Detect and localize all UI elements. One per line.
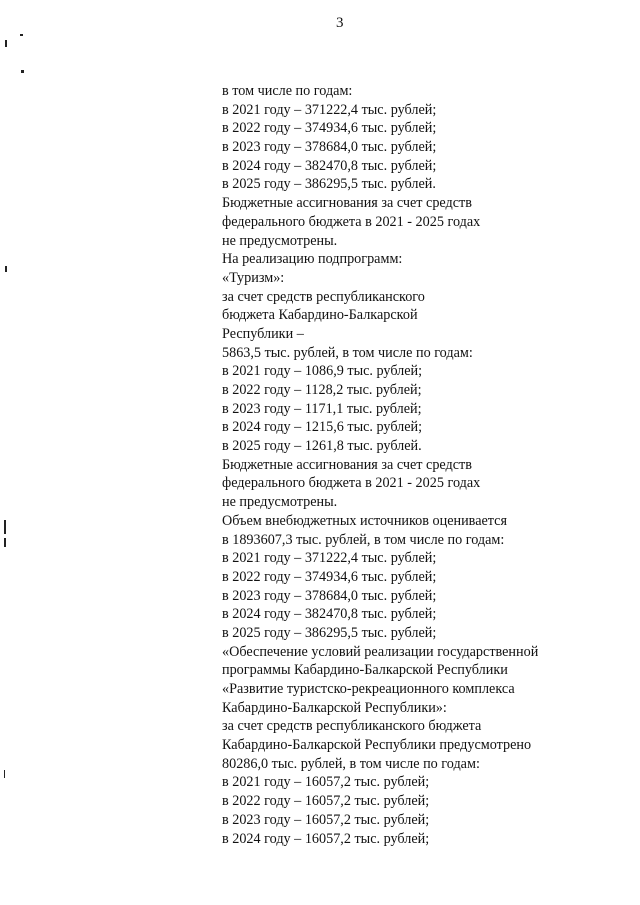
- text-line: в 2022 году – 1128,2 тыс. рублей;: [222, 382, 422, 398]
- text-line: в 2023 году – 16057,2 тыс. рублей;: [222, 811, 430, 828]
- text-line: в 2021 году – 371222,4 тыс. рублей;: [222, 101, 437, 118]
- text-line: Кабардино-Балкарской Республики предусмотрено: [222, 737, 532, 754]
- text-line: не предусмотрены.: [222, 232, 338, 249]
- text-line: в 2025 году – 386295,5 тыс. рублей;: [222, 624, 437, 641]
- text-line: «Обеспечение условий реализации государственной: [222, 643, 539, 660]
- text-line: в 2023 году – 378684,0 тыс. рублей;: [222, 139, 437, 156]
- text-line: в 2024 году – 382470,8 тыс. рублей;: [222, 606, 437, 623]
- text-line: в 2022 году – 374934,6 тыс. рублей;: [222, 568, 437, 585]
- scan-mark: [4, 538, 6, 547]
- text-line: Кабардино-Балкарской Республики»:: [222, 699, 447, 716]
- document-body: [222, 82, 632, 848]
- text-line: в том числе по годам:: [222, 83, 353, 99]
- text-line: в 2023 году – 1171,1 тыс. рублей;: [222, 400, 422, 417]
- text-line: за счет средств республиканского бюджета: [222, 718, 482, 735]
- text-line: в 2021 году – 16057,2 тыс. рублей;: [222, 774, 430, 791]
- text-line: Бюджетные ассигнования за счет средств: [222, 456, 472, 473]
- text-line: На реализацию подпрограмм:: [222, 251, 403, 268]
- text-line: 5863,5 тыс. рублей, в том числе по годам:: [222, 344, 473, 361]
- scan-mark: [5, 40, 7, 47]
- text-line: в 2024 году – 382470,8 тыс. рублей;: [222, 157, 437, 174]
- scan-mark: [20, 34, 23, 36]
- text-line: не предусмотрены.: [222, 494, 338, 511]
- text-line: «Туризм»:: [222, 269, 285, 286]
- text-line: в 2025 году – 386295,5 тыс. рублей.: [222, 176, 436, 193]
- scan-mark: [4, 520, 6, 534]
- text-line: в 2025 году – 1261,8 тыс. рублей.: [222, 438, 422, 455]
- text-line: в 2022 году – 16057,2 тыс. рублей;: [222, 793, 430, 810]
- text-line: в 2022 году – 374934,6 тыс. рублей;: [222, 120, 437, 137]
- scan-mark: [5, 266, 7, 272]
- text-line: бюджета Кабардино-Балкарской: [222, 307, 418, 324]
- text-line: в 2024 году – 16057,2 тыс. рублей;: [222, 830, 430, 847]
- text-line: за счет средств республиканского: [222, 288, 425, 305]
- text-line: Объем внебюджетных источников оценивается: [222, 512, 507, 529]
- text-line: в 2024 году – 1215,6 тыс. рублей;: [222, 419, 423, 436]
- text-line: в 2021 году – 371222,4 тыс. рублей;: [222, 550, 437, 567]
- text-line: федерального бюджета в 2021 - 2025 годах: [222, 475, 481, 492]
- text-line: в 2023 году – 378684,0 тыс. рублей;: [222, 587, 437, 604]
- text-line: «Развитие туристско-рекреационного комплекса: [222, 681, 515, 697]
- text-line: в 1893607,3 тыс. рублей, в том числе по годам:: [222, 531, 505, 548]
- text-line: Бюджетные ассигнования за счет средств: [222, 195, 472, 212]
- text-line: в 2021 году – 1086,9 тыс. рублей;: [222, 363, 423, 380]
- scan-mark: [21, 70, 24, 73]
- text-line: федерального бюджета в 2021 - 2025 годах: [222, 213, 481, 230]
- text-line: 80286,0 тыс. рублей, в том числе по годам:: [222, 755, 480, 772]
- text-line: Республики –: [222, 325, 304, 342]
- text-line: программы Кабардино-Балкарской Республики: [222, 662, 508, 679]
- scan-mark: [4, 770, 5, 778]
- page-number: 3: [336, 15, 344, 31]
